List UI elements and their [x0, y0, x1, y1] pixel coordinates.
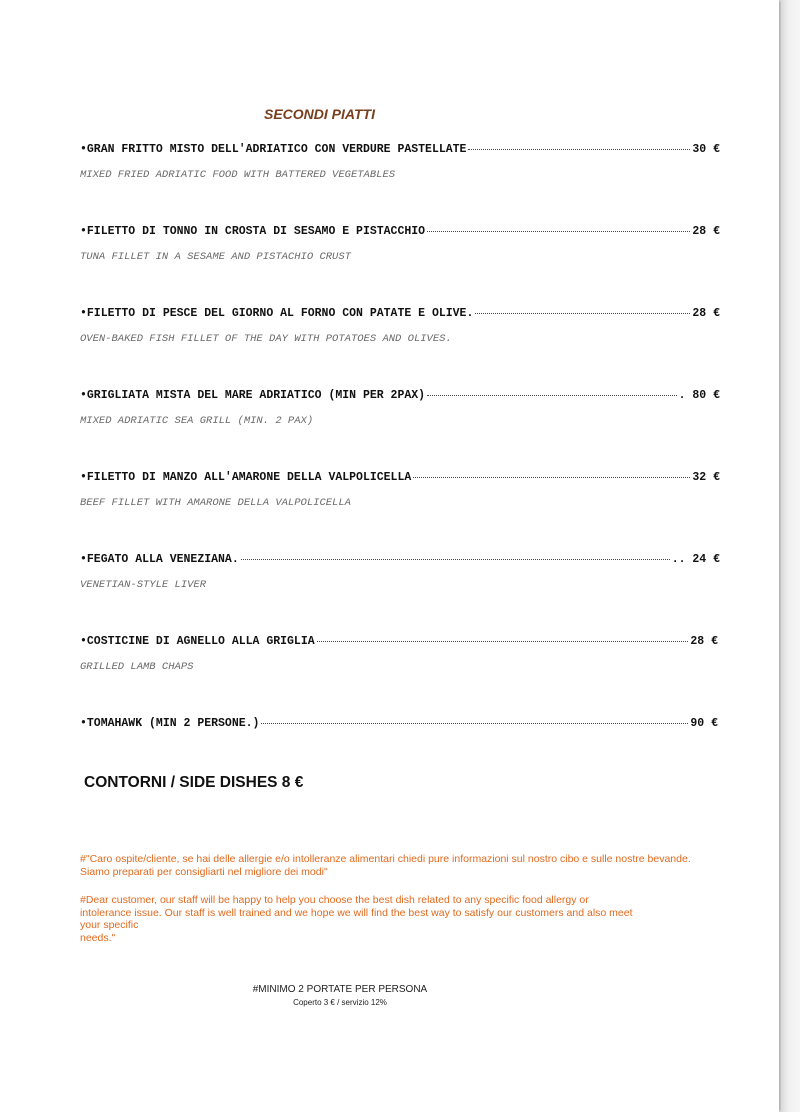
dot-leader: [427, 395, 677, 396]
menu-item-name: •FILETTO DI MANZO ALL'AMARONE DELLA VALPOLICELLA: [80, 471, 412, 484]
menu-item: [80, 553, 720, 591]
menu-item-price: 28 €: [692, 225, 720, 238]
dot-leader: [427, 231, 690, 232]
menu-item-line: [80, 143, 720, 156]
menu-item-name: •FILETTO DI TONNO IN CROSTA DI SESAMO E PISTACCHIO: [80, 225, 426, 238]
menu-item-name: •COSTICINE DI AGNELLO ALLA GRIGLIA: [80, 635, 315, 648]
menu-item-description: VENETIAN-STYLE LIVER: [80, 579, 207, 591]
menu-item-line: [80, 307, 720, 320]
side-dishes-heading: CONTORNI / SIDE DISHES 8 €: [84, 774, 304, 791]
menu-item-line: [80, 717, 718, 730]
menu-item-price: 90 €: [690, 717, 718, 730]
allergy-note-line: intolerance issue. Our staff is well trained and we hope we will find the best way to satisfy our customers and also meet: [80, 906, 633, 919]
menu-item: [80, 143, 720, 181]
menu-item-line: [80, 635, 718, 648]
menu-item-name: •TOMAHAWK (MIN 2 PERSONE.): [80, 717, 260, 730]
menu-item-price: .. 24 €: [671, 553, 720, 566]
allergy-note-line: your specific: [80, 919, 139, 931]
menu-item-name: •GRAN FRITTO MISTO DELL'ADRIATICO CON VERDURE PASTELLATE: [80, 143, 467, 156]
menu-item: [80, 471, 720, 509]
menu-item-price: 30 €: [692, 143, 720, 156]
menu-item-name: •FILETTO DI PESCE DEL GIORNO AL FORNO CON PATATE E OLIVE.: [80, 307, 474, 320]
menu-item-line: [80, 471, 720, 484]
allergy-note-english: [80, 894, 720, 944]
section-title: SECONDI PIATTI: [264, 106, 375, 122]
allergy-note-line: needs.": [80, 931, 116, 944]
menu-item-description: MIXED FRIED ADRIATIC FOOD WITH BATTERED VEGETABLES: [80, 169, 396, 181]
menu-item-name: •FEGATO ALLA VENEZIANA.: [80, 553, 239, 566]
menu-item: [80, 225, 720, 263]
menu-item-line: [80, 553, 720, 566]
dot-leader: [468, 149, 690, 150]
minimum-courses-note: #MINIMO 2 PORTATE PER PERSONA: [252, 984, 428, 995]
dot-leader: [317, 641, 689, 642]
page-edge: [781, 0, 800, 1112]
menu-item-line: [80, 225, 720, 238]
menu-item-price: . 80 €: [678, 389, 720, 402]
dot-leader: [413, 477, 690, 478]
menu-item-price: 28 €: [690, 635, 718, 648]
menu-item-name: •GRIGLIATA MISTA DEL MARE ADRIATICO (MIN PER 2PAX): [80, 389, 426, 402]
dot-leader: [261, 723, 688, 724]
allergy-note-line: #Dear customer, our staff will be happy to help you choose the best dish related to any specific food allergy or: [80, 894, 589, 906]
menu-item: [80, 389, 720, 427]
dot-leader: [475, 313, 690, 314]
menu-item-description: TUNA FILLET IN A SESAME AND PISTACHIO CRUST: [80, 251, 351, 263]
dot-leader: [241, 559, 670, 560]
cover-charge-note: Coperto 3 € / servizio 12%: [293, 998, 387, 1007]
menu-item: [80, 717, 718, 730]
menu-item-line: [80, 389, 720, 402]
menu-item: [80, 307, 720, 345]
menu-item-description: OVEN-BAKED FISH FILLET OF THE DAY WITH POTATOES AND OLIVES.: [80, 333, 452, 345]
menu-item-description: GRILLED LAMB CHAPS: [80, 661, 194, 673]
menu-item-description: BEEF FILLET WITH AMARONE DELLA VALPOLICELLA: [80, 497, 351, 509]
menu-item: [80, 635, 718, 673]
menu-item-price: 28 €: [692, 307, 720, 320]
allergy-note-italian: #"Caro ospite/cliente, se hai delle allergie e/o intolleranze alimentari chiedi pure informazioni sul nostro cibo e sulle nostre bevande. Siamo preparati per consigliarti nel migliore dei modi": [80, 853, 691, 878]
menu-item-price: 32 €: [692, 471, 720, 484]
menu-item-description: MIXED ADRIATIC SEA GRILL (MIN. 2 PAX): [80, 415, 314, 427]
